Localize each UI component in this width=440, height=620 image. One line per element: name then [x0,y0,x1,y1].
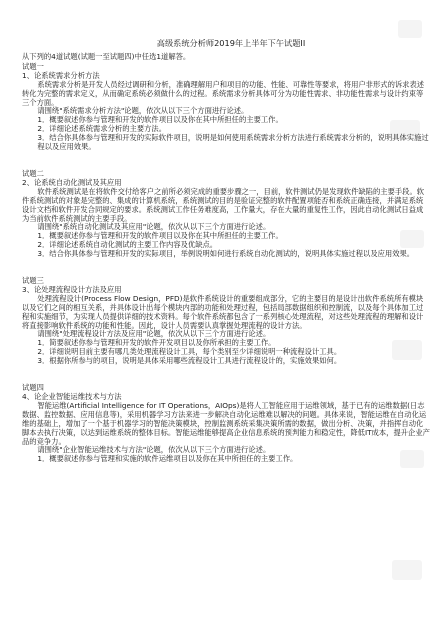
intro-text: 从下列的4道试题(试题一至试题四)中任选1道解答。 [22,52,191,61]
question-subtitle: 1、论系统需求分析方法 [22,70,100,80]
question-1 [22,63,430,152]
question-item: 2．详细论述系统需求分析的主要方法。 [37,124,167,134]
question-heading: 试题四 [22,383,44,393]
question-item: 3．结合你具体参与管理和开发的实际项目，举例说明如何进行系统自动化测试的，说明具体实施过程以及应用效果。 [37,249,415,259]
question-body: 处理流程设计(Process Flow Design，PFD)是软件系统设计的重要组成部分，它的主要目的是设计出软件系统所有模块以及它们之间的相互关系，并具体设计出每个模块内部的功能和处理过程，包括局部数据组织和控制流，以及每个具体加工过程和实施细节，为实现人员提供详细的技术资料。每个软件系统都包含了一系列核心处理流程，对这些处理流程的理解和设计将直接影响软件系统的功能和性能。因此，设计人员需要认真掌握处理流程的设计方法。 [22,293,424,330]
question-item: 1．简要叙述你参与管理和开发的软件开发项目以及你所承担的主要工作。 [37,338,276,348]
question-subtitle: 4、论企业智能运维技术与方法 [22,392,122,401]
question-subtitle: 3、论处理流程设计方法及应用 [22,284,122,294]
question-prompt: 请围绕"企业智能运维技术与方法"论题，依次从以下三个方面进行论述。 [37,445,271,455]
question-item: 3．结合你具体参与管理和开发的实际软件项目，说明是如何使用系统需求分析方法进行系统需求分析的，说明具体实施过程以及应用效果。 [37,133,429,152]
question-prompt: 请围绕"处理流程设计方法及应用"论题，依次从以下三个方面进行论述。 [37,329,271,339]
question-body: 软件系统测试是在将软件交付给客户之前所必须完成的重要步骤之一，目前，软件测试仍是发现软件缺陷的主要手段。软件系统测试的对象是完整的、集成的计算机系统，系统测试的目的是验证完整的软件配置项能否和系统正确连接，并满足系统设计文档和软件开发合同规定的要求。系统测试工作任务难度高，工作量大，存在大量的重复性工作，因此自动化测试日益成为当前软件系统测试的主要手段。 [22,186,425,223]
question-body: 系统需求分析是开发人员经过调研和分析，准确理解用户和项目的功能、性能、可靠性等要求，将用户非形式的诉求表述转化为完整的需求定义，从而确定系统必须做什么的过程。系统需求分析具体可分为功能性需求、非功能性需求与设计约束等三个方面。 [22,79,425,107]
question-prompt: 请围绕"系统需求分析方法"论题，依次从以下三个方面进行论述。 [37,106,249,116]
question-item: 2．详细说明目前主要有哪几类处理流程设计工具，每个类别至少详细说明一种流程设计工具。 [37,347,342,357]
question-prompt: 请围绕"系统自动化测试及其应用"论题，依次从以下三个方面进行论述。 [37,222,271,232]
question-item: 1．概要叙述你参与管理和实施的软件运维项目以及你在其中所担任的主要工作。 [37,454,298,464]
question-item: 3．根据你所参与的项目，说明是具体采用哪些流程设计工具进行流程设计的，实施效果如何。 [37,356,342,366]
question-3 [22,277,430,366]
page-title: 高级系统分析师2019年上半年下午试题II [156,38,306,48]
question-item: 1．概要叙述你参与管理和开发的软件项目以及你在其中所担任的主要工作。 [37,115,283,125]
question-body: 智能运维(Artificial Intelligence for IT Operations，AIOps)是将人工智能应用于运维领域，基于已有的运维数据(日志数据、监控数据、应用信息等)，采用机器学习方法来进一步解决自动化运维难以解决的问题。具体来说，智能运维在自动化运维的基础上，增加了一个基于机器学习的智能决策模块，控制监测系统采集决策所需的数据，做出分析、决策，并指挥自动化脚本去执行决策，以达到运维系统的整体目标。智能运维能够提高企业信息系统的预判能力和稳定性，降低IT成本，提升企业产品的竞争力。 [22,400,430,446]
question-subtitle: 2、论系统自动化测试及其应用 [22,177,122,187]
question-heading: 试题二 [22,168,44,178]
question-heading: 试题三 [22,276,44,286]
question-item: 2．详细论述系统自动化测试的主要工作内容及优缺点。 [37,240,218,250]
question-heading: 试题一 [22,61,44,71]
question-4 [22,384,430,464]
question-item: 1．概要叙述你参与管理和开发的软件项目以及你在其中所担任的主要工作。 [37,231,283,241]
question-2 [22,170,430,259]
